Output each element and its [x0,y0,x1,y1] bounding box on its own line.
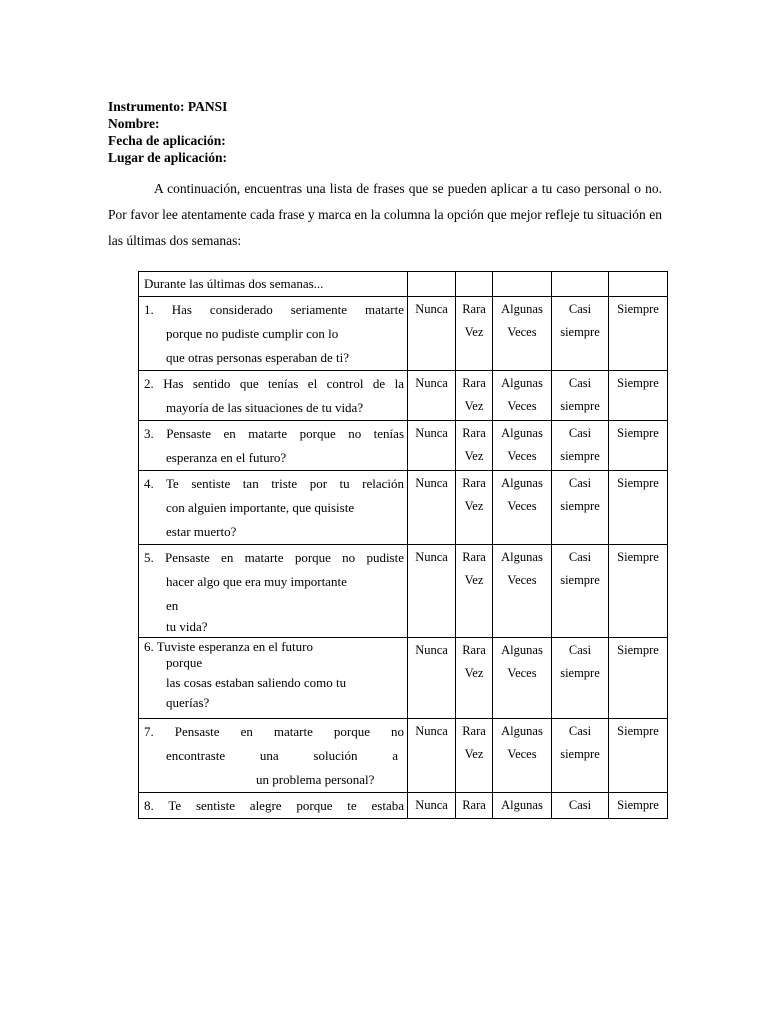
question-line: 3. Pensaste en matarte porque no tenías [144,426,404,441]
table-row [139,638,668,719]
option-label: Siempre [617,798,659,812]
empty-header-cell [493,272,552,297]
option-nunca[interactable] [408,719,456,793]
option-rara-vez[interactable] [456,638,493,719]
option-algunas-veces[interactable] [493,719,552,793]
option-label: Rara [462,376,486,390]
option-label: siempre [560,399,600,413]
option-rara-vez[interactable] [456,297,493,371]
option-rara-vez[interactable] [456,471,493,545]
option-label: siempre [560,747,600,761]
question-line: estar muerto? [166,524,237,539]
option-label: Rara [462,476,486,490]
instructions [108,176,662,254]
option-label: Siempre [617,302,659,316]
option-casi-siempre[interactable] [552,545,609,638]
option-label: Casi [568,302,592,316]
option-casi-siempre[interactable] [552,297,609,371]
empty-header-cell [609,272,668,297]
option-label: Algunas [501,643,543,657]
option-label: siempre [560,573,600,587]
option-label: Veces [507,325,537,339]
option-casi-siempre[interactable] [552,793,609,819]
option-label: Vez [464,499,484,513]
option-label: Casi [568,550,592,564]
option-label: Nunca [415,426,448,440]
option-label: Vez [464,325,484,339]
question-line: esperanza en el futuro? [166,450,287,465]
option-label: Siempre [617,724,659,738]
option-label: Veces [507,747,537,761]
question-line: con alguien importante, que quisiste [166,500,355,515]
option-siempre[interactable] [609,371,668,421]
option-rara-vez[interactable] [456,421,493,471]
option-label: Vez [464,399,484,413]
option-label: Nunca [415,550,448,564]
question-cell [139,719,408,793]
option-label: Siempre [617,376,659,390]
option-label: Algunas [501,550,543,564]
question-line: las cosas estaban saliendo como tu [166,675,347,690]
option-siempre[interactable] [609,545,668,638]
question-line: 7. Pensaste en matarte porque no [144,724,404,739]
name-label: Nombre: [108,116,160,131]
option-casi-siempre[interactable] [552,421,609,471]
table-header-row [139,272,668,297]
empty-header-cell [408,272,456,297]
place-label: Lugar de aplicación: [108,150,228,165]
option-label: Siempre [617,550,659,564]
option-label: Veces [507,499,537,513]
option-label: Veces [507,573,537,587]
table-header-cell [139,272,408,297]
option-label: Nunca [415,643,448,657]
option-algunas-veces[interactable] [493,793,552,819]
empty-header-cell [456,272,493,297]
question-cell [139,793,408,819]
question-line: 2. Has sentido que tenías el control de la [144,376,404,391]
empty-header-cell [552,272,609,297]
question-line: hacer algo que era muy importante [166,574,347,589]
question-line: mayoría de las situaciones de tu vida? [166,400,364,415]
option-label: Algunas [501,724,543,738]
option-label: Rara [462,550,486,564]
table-header-text: Durante las últimas dos semanas... [144,276,324,291]
question-line: porque no pudiste cumplir con lo [166,326,339,341]
option-rara-vez[interactable] [456,371,493,421]
question-line: encontraste una solución a [166,748,398,763]
question-line: porque [166,655,203,670]
question-line: que otras personas esperaban de ti? [166,350,350,365]
option-algunas-veces[interactable] [493,371,552,421]
option-siempre[interactable] [609,719,668,793]
option-casi-siempre[interactable] [552,371,609,421]
option-casi-siempre[interactable] [552,719,609,793]
option-label: Nunca [415,376,448,390]
option-siempre[interactable] [609,421,668,471]
question-cell [139,638,408,719]
question-line: 8. Te sentiste alegre porque te estaba [144,798,404,813]
option-label: Algunas [501,376,543,390]
table-row [139,719,668,793]
option-label: Veces [507,666,537,680]
option-nunca[interactable] [408,297,456,371]
option-casi-siempre[interactable] [552,471,609,545]
option-label: Nunca [415,724,448,738]
option-label: Rara [462,302,486,316]
option-label: Casi [568,426,592,440]
option-algunas-veces[interactable] [493,638,552,719]
option-label: Nunca [415,476,448,490]
table-row [139,421,668,471]
question-cell [139,421,408,471]
option-nunca[interactable] [408,638,456,719]
option-siempre[interactable] [609,638,668,719]
option-label: Siempre [617,476,659,490]
option-label: Nunca [415,798,448,812]
option-label: Casi [568,376,592,390]
option-label: Rara [462,643,486,657]
option-nunca[interactable] [408,793,456,819]
date-label: Fecha de aplicación: [108,133,226,148]
option-label: Siempre [617,643,659,657]
question-line: querías? [166,695,210,710]
question-line: tu vida? [166,619,208,634]
question-line: 1. Has considerado seriamente matarte [144,302,404,317]
option-nunca[interactable] [408,545,456,638]
option-algunas-veces[interactable] [493,471,552,545]
question-line: en [166,598,179,613]
question-cell [139,545,408,638]
option-label: siempre [560,449,600,463]
option-label: Rara [462,724,486,738]
option-algunas-veces[interactable] [493,297,552,371]
option-label: siempre [560,499,600,513]
option-label: Casi [568,798,592,812]
option-algunas-veces[interactable] [493,545,552,638]
option-label: Casi [568,476,592,490]
question-line: 4. Te sentiste tan triste por tu relación [144,476,404,491]
table-row [139,793,668,819]
option-casi-siempre[interactable] [552,638,609,719]
option-rara-vez[interactable] [456,719,493,793]
table-row [139,545,668,638]
option-nunca[interactable] [408,371,456,421]
option-rara-vez[interactable] [456,793,493,819]
question-cell [139,371,408,421]
option-siempre[interactable] [609,297,668,371]
option-label: Casi [568,724,592,738]
option-nunca[interactable] [408,421,456,471]
option-label: Veces [507,449,537,463]
option-label: Algunas [501,476,543,490]
option-label: siempre [560,666,600,680]
option-label: Veces [507,399,537,413]
option-label: Algunas [501,302,543,316]
option-rara-vez[interactable] [456,545,493,638]
table-row [139,371,668,421]
option-siempre[interactable] [609,471,668,545]
question-line: 5. Pensaste en matarte porque no pudiste [144,550,404,565]
document-header [108,98,227,166]
option-label: Vez [464,449,484,463]
option-nunca[interactable] [408,471,456,545]
option-label: siempre [560,325,600,339]
option-label: Rara [462,426,486,440]
option-siempre[interactable] [609,793,668,819]
option-label: Algunas [501,798,543,812]
question-line: un problema personal? [256,772,375,787]
option-label: Algunas [501,426,543,440]
question-cell [139,297,408,371]
option-label: Rara [462,798,486,812]
option-label: Vez [464,573,484,587]
option-label: Nunca [415,302,448,316]
option-label: Siempre [617,426,659,440]
option-label: Casi [568,643,592,657]
table-row [139,471,668,545]
question-line: 6. Tuviste esperanza en el futuro [144,639,313,654]
table-row [139,297,668,371]
option-algunas-veces[interactable] [493,421,552,471]
option-label: Vez [464,747,484,761]
option-label: Vez [464,666,484,680]
question-cell [139,471,408,545]
questionnaire-table [138,271,668,819]
instrument-title: Instrumento: PANSI [108,99,228,114]
instructions-text: A continuación, encuentras una lista de frases que se pueden aplicar a tu caso personal o no. Por favor lee atentamente cada frase y marca en la columna la opción que mejor refleje tu situación en las últimas dos semanas: [108,181,662,248]
